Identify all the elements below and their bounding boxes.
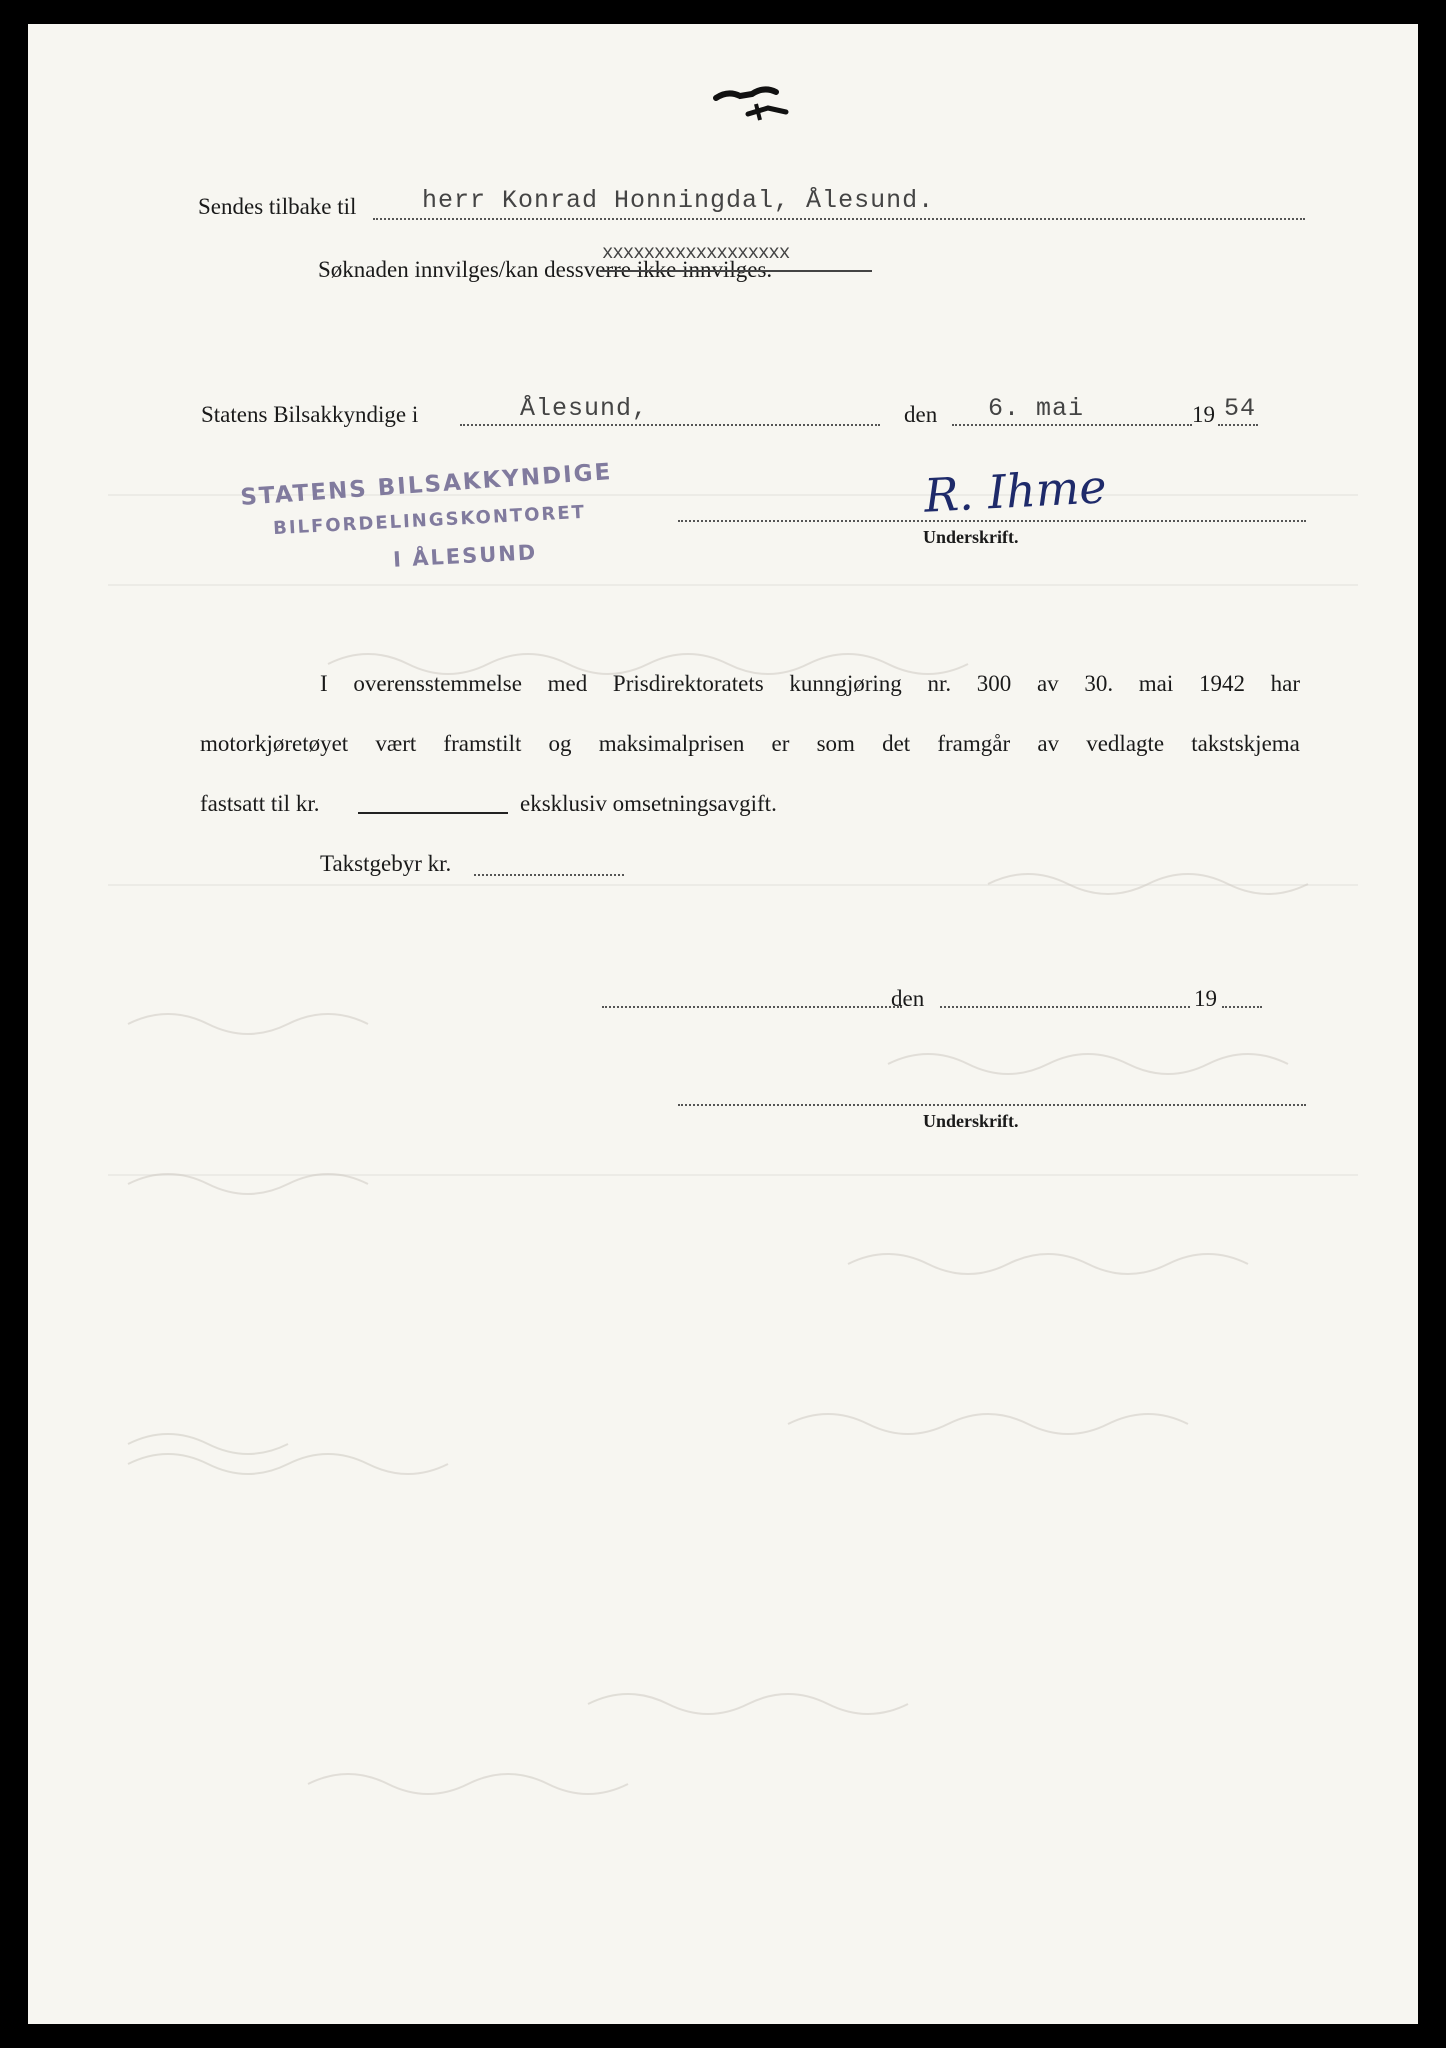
soknaden-text: Søknaden innvilges/kan dessverre ikke innvilges. — [318, 257, 773, 282]
document-page — [28, 24, 1418, 2024]
stamp-line-3: I ÅLESUND — [392, 540, 538, 572]
stamp-line-1: STATENS BILSAKKYNDIGE — [239, 459, 614, 511]
fastsatt-label: fastsatt til kr. — [200, 791, 320, 816]
sendes-label: Sendes tilbake til — [198, 194, 357, 219]
recipient-line — [373, 218, 1305, 220]
year-suffix: 54 — [1224, 394, 1257, 423]
underskrift-label: Underskrift. — [923, 527, 1019, 547]
ink-mark-icon — [708, 68, 798, 128]
year-prefix: 19 — [1192, 402, 1215, 427]
signature-line — [678, 520, 1306, 522]
body-line-2: motorkjøretøyet vært framstilt og maksimalprisen er som det framgår av vedlagte takstskjema — [200, 731, 1300, 756]
second-den-label: den — [891, 986, 925, 1011]
year-line — [1218, 424, 1258, 426]
takstgebyr-label: Takstgebyr kr. — [320, 851, 452, 876]
bleed-through-handwriting — [88, 584, 1388, 1984]
statens-label: Statens Bilsakkyndige i — [201, 402, 419, 427]
second-year-prefix: 19 — [1194, 986, 1217, 1011]
date-line — [952, 424, 1192, 426]
statens-den-label: den — [904, 402, 938, 427]
stamp-line-2: BILFORDELINGSKONTORET — [272, 501, 587, 540]
strike-line — [600, 270, 872, 272]
place-line — [460, 424, 880, 426]
place-value: Ålesund, — [520, 394, 649, 423]
signature: R. Ihme — [922, 459, 1108, 523]
eksklusiv-label: eksklusiv omsetningsavgift. — [520, 791, 777, 816]
second-underskrift-label: Underskrift. — [923, 1111, 1019, 1131]
date-value: 6. mai — [988, 394, 1085, 423]
body-line-1: I overensstemmelse med Prisdirektoratets kunngjøring nr. 300 av 30. mai 1942 har — [320, 671, 1300, 696]
typed-strikeout: xxxxxxxxxxxxxxxxxx — [602, 242, 790, 264]
recipient-value: herr Konrad Honningdal, Ålesund. — [422, 186, 935, 215]
